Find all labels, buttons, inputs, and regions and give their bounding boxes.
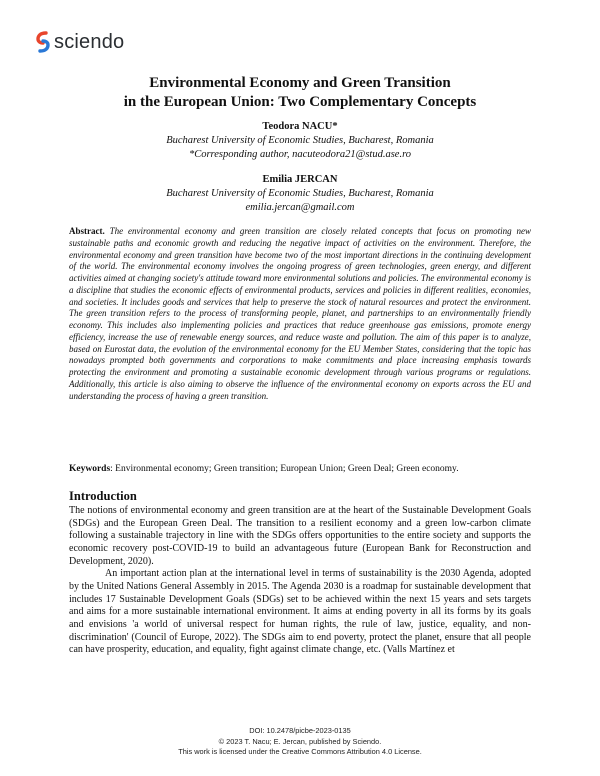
- abstract-text: The environmental economy and green transition are closely related concepts that focus on promoting new sustainable paths and economic growth and reducing the negative impact of activities on the environment. Therefore, the environmental economy and green transition have become two of the most important directions in the continuing development of the world. The environmental economy involves the ongoing progress of green technologies, green energy, and different activities aimed at changing society's attitude toward more environmental solutions and policies. The environmental economy is a discipline that studies the economic effects of environmental products, services and policies in different realities, economies, and societies. It includes goods and services that help to preserve the stock of natural resources and protect the environment. The green transition refers to the process of transforming people, planet, and partnerships to an environmentally friendly economy. This includes also implementing policies and practices that reduce greenhouse gas emissions, promote energy efficiency, increase the use of renewable energy sources, and reduce waste and pollution. The aim of this paper is to analyze, based on Eurostat data, the evolution of the environmental economy for the EU Member States, considering that the topic has nowadays prompted both governments and corporations to make commitments and place increasing emphasis towards protecting the environment and promoting a sustainable economic development through various programs or regulations. Additionally, this article is also aiming to observe the influence of the environmental economy on exports across the EU and understanding the process of having a green transition.: [69, 226, 532, 401]
- introduction-body: [69, 505, 531, 657]
- title-line-1: Environmental Economy and Green Transition: [149, 75, 451, 91]
- title-line-2: in the European Union: Two Complementary Concepts: [123, 94, 477, 110]
- page-footer: [60, 726, 540, 758]
- author-block-1: [60, 120, 540, 162]
- abstract-label: Abstract.: [69, 226, 105, 236]
- abstract: [69, 226, 531, 402]
- keywords-label: Keywords: [69, 464, 111, 474]
- author-name: Emilia JERCAN: [262, 174, 338, 185]
- section-title-introduction: Introduction: [69, 489, 137, 503]
- author-name: Teodora NACU*: [262, 121, 338, 132]
- author-block-2: [60, 173, 540, 215]
- sciendo-logo-icon: [36, 31, 50, 53]
- paper-title: [60, 74, 540, 112]
- author-contact: *Corresponding author, nacuteodora21@stud.ase.ro: [188, 149, 412, 160]
- license-text: This work is licensed under the Creative Commons Attribution 4.0 License.: [178, 747, 422, 756]
- logo-text: sciendo: [54, 30, 125, 53]
- keywords: [69, 463, 531, 475]
- doi-link[interactable]: DOI: 10.2478/picbe-2023-0135: [249, 726, 351, 735]
- sciendo-logo: [36, 30, 124, 54]
- paragraph: An important action plan at the international level in terms of sustainability is the 2030 Agenda, adopted by the United Nations General Assembly in 2015. The Agenda 2030 is a roadmap for sustainable development that includes 17 Sustainable Development Goals (SDGs) set to be achieved within the next 15 years and sets targets and aims for a more sustainable international environment. It aims at ending poverty in all its forms by its goals and envisions 'a world of universal respect for human rights, the rule of law, justice, equality, and non-discrimination' (Council of Europe, 2022). The SDGs aim to end poverty, protect the planet, ensure that all people can have prosperity, education, and equality, fight against climate change, etc. (Valls Martínez et: [69, 568, 531, 656]
- copyright-text: © 2023 T. Nacu; E. Jercan, published by Sciendo.: [218, 736, 382, 746]
- keywords-text: : Environmental economy; Green transition; European Union; Green Deal; Green economy.: [110, 464, 459, 474]
- author-affiliation: Bucharest University of Economic Studies, Bucharest, Romania: [166, 188, 434, 199]
- author-contact: emilia.jercan@gmail.com: [245, 202, 355, 213]
- author-affiliation: Bucharest University of Economic Studies, Bucharest, Romania: [166, 135, 434, 146]
- paragraph: The notions of environmental economy and green transition are at the heart of the Sustainable Development Goals (SDGs) and the European Green Deal. The transition to a resilient economy and a green low-carbon climate following a sustainable trajectory in line with the SDGs offers opportunities to the entire society and supports the economic recovery post-COVID-19 to build an advantageous future (European Bank for Reconstruction and Development, 2020).: [69, 505, 531, 567]
